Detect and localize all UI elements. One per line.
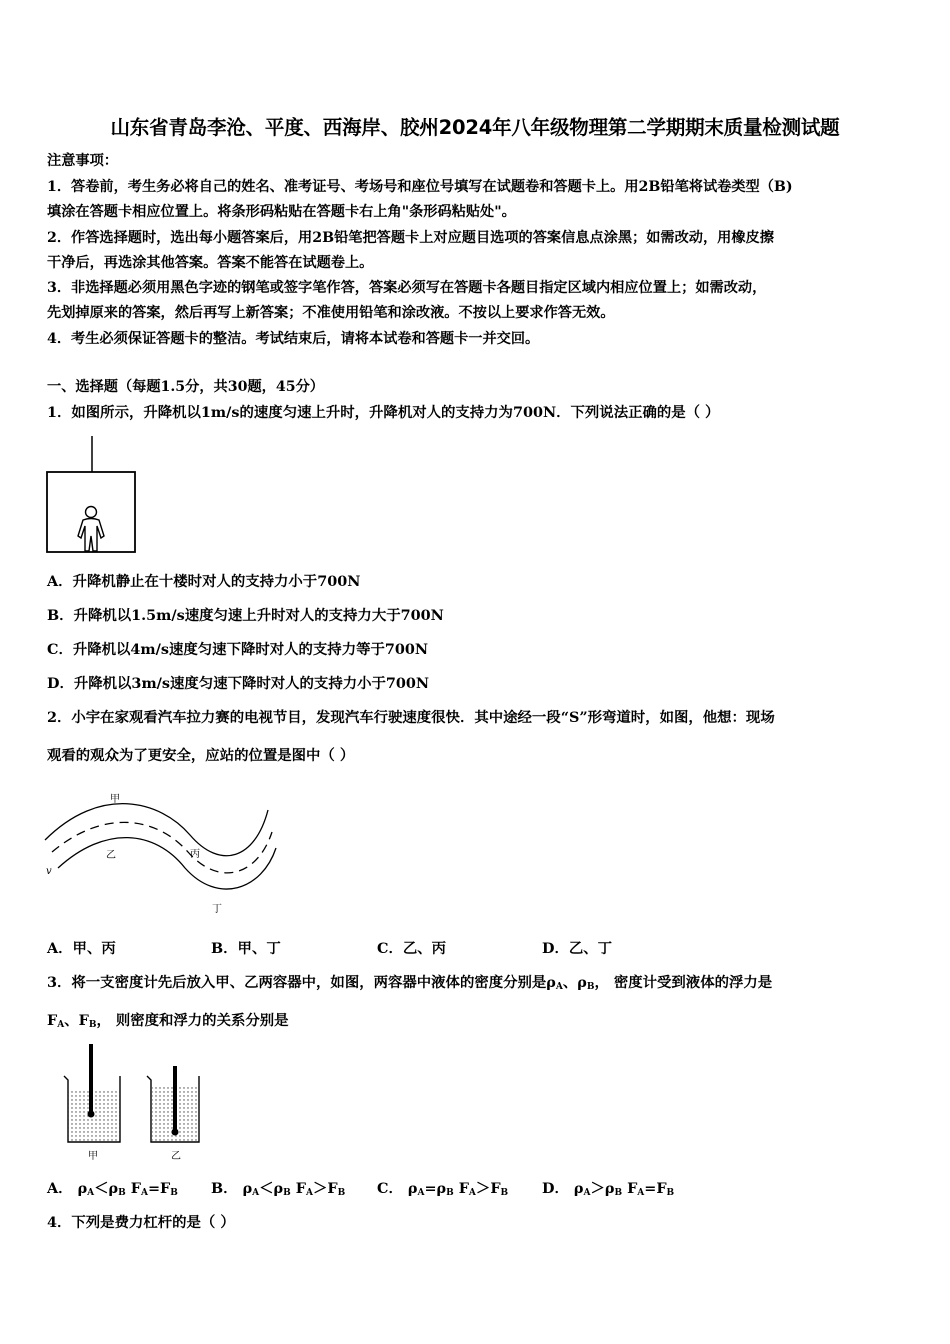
q3-option-b: B． $\rho_A<\rho_B$ $F_A>F_B$ <box>211 1180 346 1198</box>
label-bing: 丙 <box>190 849 200 860</box>
label-jia: 甲 <box>88 1151 98 1162</box>
q3-option-c: C． $\rho_A=\rho_B$ $F_A>F_B$ <box>377 1180 509 1198</box>
label-yi: 乙 <box>106 850 116 861</box>
label-jia: 甲 <box>110 794 120 805</box>
label-yi: 乙 <box>171 1151 181 1162</box>
q1-option-a: A．升降机静止在十楼时对人的支持力小于700N <box>47 573 361 590</box>
q2-stem-line2: 观看的观众为了更安全，应站的位置是图中（ ） <box>47 747 355 764</box>
page-title: 山东省青岛李沧、平度、西海岸、胶州2024年八年级物理第二学期期末质量检测试题 <box>110 116 840 139</box>
q2-option-b: B．甲、丁 <box>211 940 281 957</box>
q2-option-a: A．甲、丙 <box>47 940 116 957</box>
note-line: 先划掉原来的答案，然后再写上新答案；不准使用铅笔和涂改液。不按以上要求作答无效。 <box>47 305 615 321</box>
q1-option-d: D．升降机以3m/s速度匀速下降时对人的支持力小于700N <box>47 675 430 692</box>
q1-option-b: B．升降机以1.5m/s速度匀速上升时对人的支持力大于700N <box>47 607 444 624</box>
note-line: 填涂在答题卡相应位置上。将条形码粘贴在答题卡右上角"条形码粘贴处"。 <box>47 204 516 220</box>
q1-stem: 1．如图所示，升降机以1m/s的速度匀速上升时，升降机对人的支持力为700N．下列说法正确的是（ ） <box>47 404 720 421</box>
s-curve-road-figure <box>40 790 285 920</box>
notes-heading: 注意事项： <box>47 153 118 169</box>
note-line: 3．非选择题必须用黑色字迹的钢笔或签字笔作答，答案必须写在答题卡各题目指定区域内相应位置上；如需改动， <box>47 280 767 296</box>
q4-stem: 4．下列是费力杠杆的是（ ） <box>47 1214 235 1231</box>
label-ding: 丁 <box>212 904 222 915</box>
container-yi <box>147 1066 199 1162</box>
q3-option-d: D． $\rho_A>\rho_B$ $F_A=F_B$ <box>542 1180 675 1198</box>
note-line: 1．答卷前，考生务必将自己的姓名、准考证号、考场号和座位号填写在试题卷和答题卡上。用2B铅笔将试卷类型（B) <box>47 179 793 195</box>
q3-option-a: A． $\rho_A<\rho_B$ $F_A=F_B$ <box>47 1180 178 1198</box>
container-jia <box>64 1044 120 1162</box>
note-line: 4．考生必须保证答题卡的整洁。考试结束后，请将本试卷和答题卡一并交回。 <box>47 331 540 347</box>
section-heading: 一、选择题（每题1.5分，共30题，45分） <box>47 379 324 395</box>
q2-stem-line1: 2．小宇在家观看汽车拉力赛的电视节目，发现汽车行驶速度很快．其中途经一段“S”形弯道时，如图，他想：现场 <box>47 709 775 726</box>
elevator-figure <box>40 432 150 557</box>
q3-stem-line1: 3．将一支密度计先后放入甲、乙两容器中，如图，两容器中液体的密度分别是$\rho_A$、$\rho_B$， 密度计受到液体的浮力是 <box>47 974 773 992</box>
label-v: v <box>46 866 52 877</box>
q2-option-c: C．乙、丙 <box>377 940 447 957</box>
q2-option-d: D．乙、丁 <box>542 940 613 957</box>
note-line: 2．作答选择题时，选出每小题答案后，用2B铅笔把答题卡上对应题目选项的答案信息点涂黑；如需改动，用橡皮擦 <box>47 230 774 246</box>
note-line: 干净后，再选涂其他答案。答案不能答在试题卷上。 <box>47 255 374 271</box>
q1-option-c: C．升降机以4m/s速度匀速下降时对人的支持力等于700N <box>47 641 429 658</box>
q3-stem-line2: $F_A$、$F_B$， 则密度和浮力的关系分别是 <box>47 1012 289 1030</box>
hydrometer-figure <box>58 1042 208 1164</box>
